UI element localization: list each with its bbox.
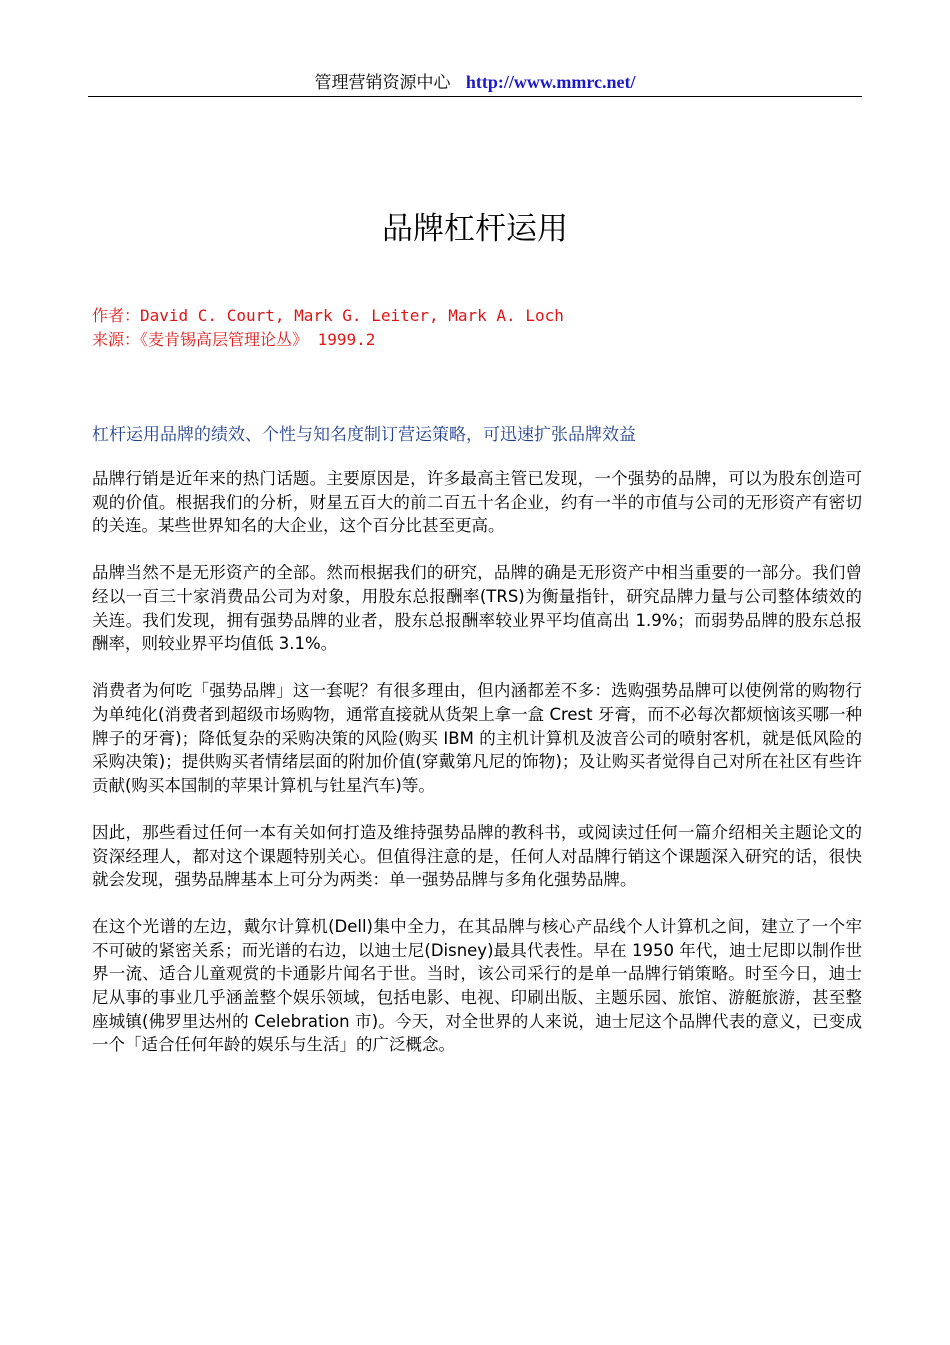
site-name: 管理营销资源中心	[314, 73, 451, 93]
article-meta	[92, 304, 862, 352]
page-header	[88, 70, 862, 97]
source-line: 来源：《麦肯锡高层管理论丛》 1999.2	[92, 330, 376, 349]
author-line: 作者：David C. Court, Mark G. Leiter, Mark A. Loch	[92, 306, 564, 325]
paragraph-3: 消费者为何吃「强势品牌」这一套呢？有很多理由，但内涵都差不多：选购强势品牌可以使例常的购物行为单纯化(消费者到超级市场购物，通常直接就从货架上拿一盒 Crest 牙膏，而不必每次都烦恼该买哪一种牌子的牙膏)；降低复杂的采购决策的风险(购买 IBM 的主机计算机及波音公司的喷射客机，就是低风险的采购决策)；提供购买者情绪层面的附加价值(穿戴第凡尼的饰物)；及让购买者觉得自己对所在社区有些许贡献(购买本国制的苹果计算机与钍星汽车)等。	[92, 681, 862, 795]
article-title: 品牌杠杆运用	[382, 210, 568, 247]
article-body	[92, 467, 862, 1080]
paragraph-4: 因此，那些看过任何一本有关如何打造及维持强势品牌的教科书，或阅读过任何一篇介绍相关主题论文的资深经理人，都对这个课题特别关心。但值得注意的是，任何人对品牌行销这个课题深入研究的话，很快就会发现，强势品牌基本上可分为两类：单一强势品牌与多角化强势品牌。	[92, 822, 862, 890]
article-subtitle: 杠杆运用品牌的绩效、个性与知名度制订营运策略，可迅速扩张品牌效益	[92, 425, 636, 445]
paragraph-5: 在这个光谱的左边，戴尔计算机(Dell)集中全力，在其品牌与核心产品线个人计算机之间，建立了一个牢不可破的紧密关系；而光谱的右边，以迪士尼(Disney)最具代表性。早在 1950 年代，迪士尼即以制作世界一流、适合儿童观赏的卡通影片闻名于世。当时，该公司采行的是单一品牌行销策略。时至今日，迪士尼从事的事业几乎涵盖整个娱乐领域，包括电影、电视、印刷出版、主题乐园、旅馆、游艇旅游，甚至整座城镇(佛罗里达州的 Celebration 市)。今天，对全世界的人来说，迪士尼这个品牌代表的意义，已变成一个「适合任何年龄的娱乐与生活」的广泛概念。	[92, 917, 862, 1055]
site-url-link[interactable]: http://www.mmrc.net/	[465, 72, 636, 92]
paragraph-2: 品牌当然不是无形资产的全部。然而根据我们的研究，品牌的确是无形资产中相当重要的一部分。我们曾经以一百三十家消费品公司为对象，用股东总报酬率(TRS)为衡量指针，研究品牌力量与公司整体绩效的关连。我们发现，拥有强势品牌的业者，股东总报酬率较业界平均值高出 1.9%；而弱势品牌的股东总报酬率，则较业界平均值低 3.1%。	[92, 563, 862, 654]
paragraph-1: 品牌行销是近年来的热门话题。主要原因是，许多最高主管已发现，一个强势的品牌，可以为股东创造可观的价值。根据我们的分析，财星五百大的前二百五十名企业，约有一半的市值与公司的无形资产有密切的关连。某些世界知名的大企业，这个百分比甚至更高。	[92, 469, 862, 536]
